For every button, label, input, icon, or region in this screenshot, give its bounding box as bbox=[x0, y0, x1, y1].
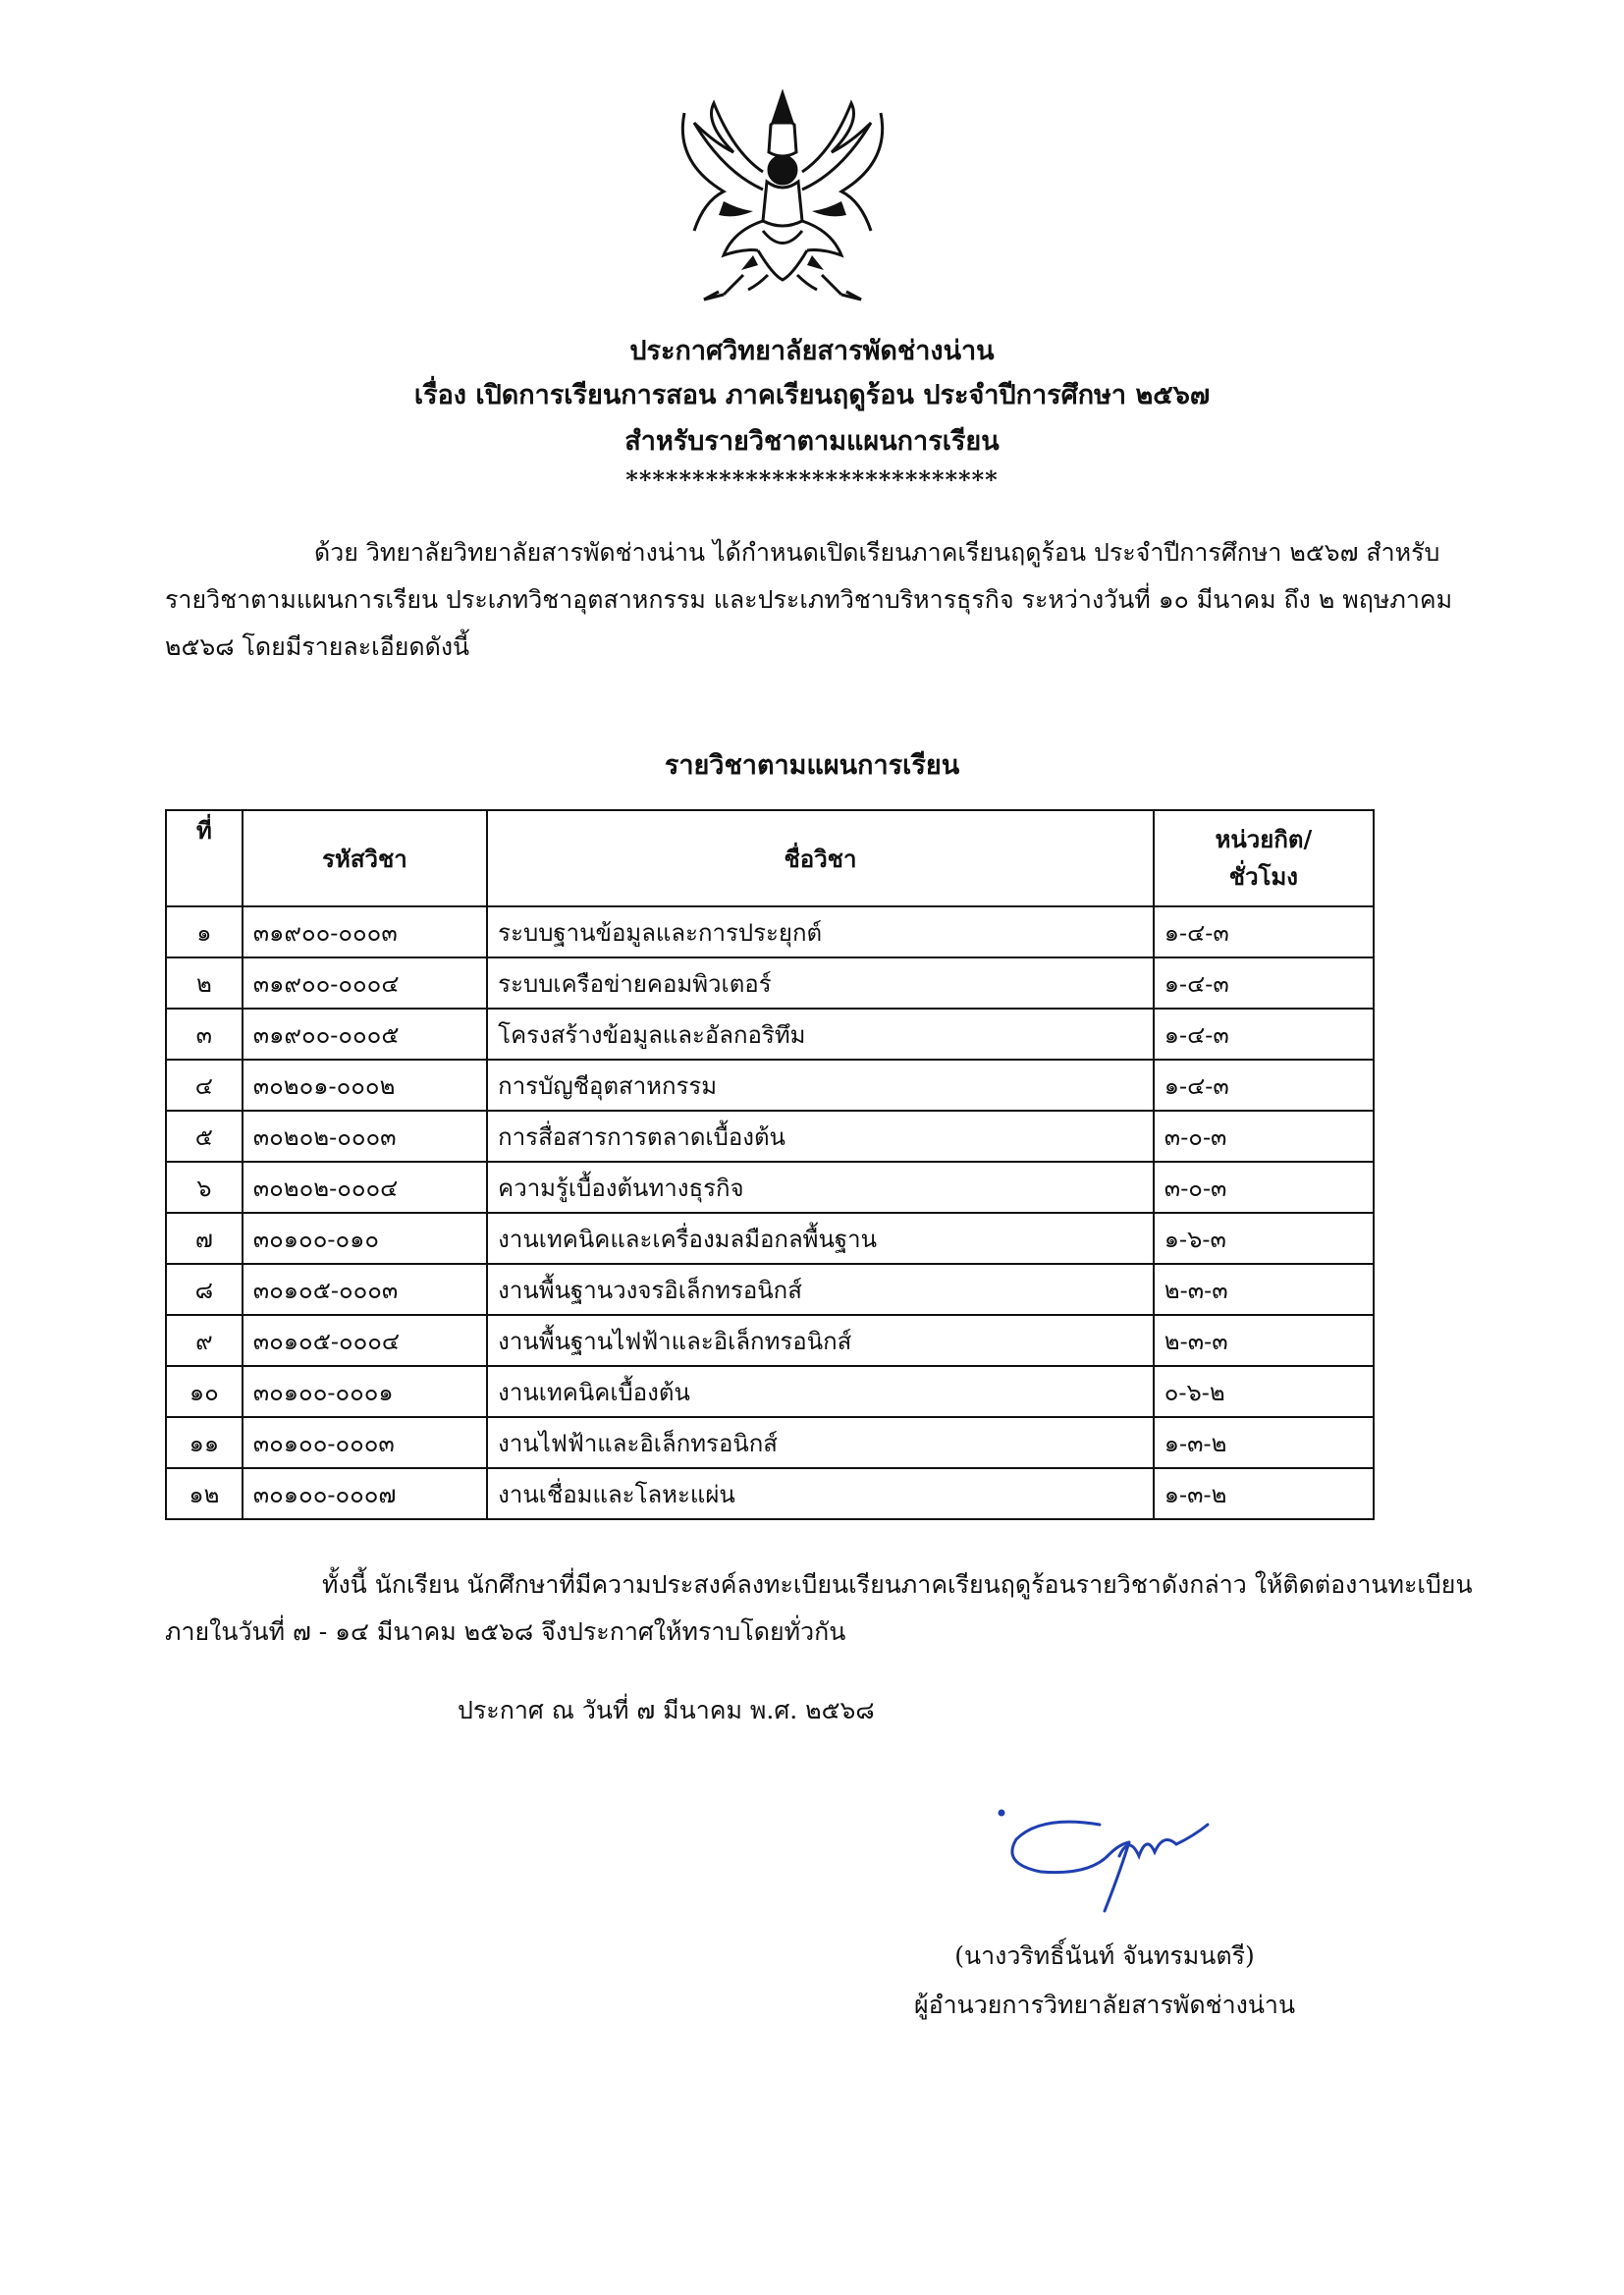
row-unit: ๑-๓-๒ bbox=[1154, 1417, 1374, 1468]
row-code: ๓๐๑๐๐-๐๐๐๑ bbox=[243, 1366, 487, 1417]
table-row bbox=[166, 1417, 1374, 1468]
row-code: ๓๐๑๐๐-๐๐๐๓ bbox=[243, 1417, 487, 1468]
row-unit: ๑-๔-๓ bbox=[1154, 906, 1374, 957]
garuda-emblem-icon bbox=[664, 83, 901, 309]
header-no: ที่ bbox=[166, 810, 243, 906]
row-unit: ๒-๓-๓ bbox=[1154, 1264, 1374, 1315]
signatory-name: (นางวริทธิ์นันท์ จันทรมนตรี) bbox=[954, 1941, 1255, 1970]
row-no: ๔ bbox=[166, 1060, 243, 1111]
row-no: ๖ bbox=[166, 1162, 243, 1213]
table-row bbox=[166, 957, 1374, 1009]
table-row bbox=[166, 1315, 1374, 1366]
row-no: ๒ bbox=[166, 957, 243, 1009]
closing-paragraph: ทั้งนี้ นักเรียน นักศึกษาที่มีความประสงค์ลงทะเบียนเรียนภาคเรียนฤดูร้อนรายวิชาดังกล่าว ให้ติดต่องานทะเบียนภายในวันที่ ๗ - ๑๔ มีนาคม ๒๕๖๘ จึงประกาศให้ทราบโดยทั่วกัน bbox=[165, 1570, 1473, 1646]
header-code: รหัสวิชา bbox=[243, 810, 487, 906]
row-name: ระบบเครือข่ายคอมพิวเตอร์ bbox=[487, 957, 1154, 1009]
row-unit: ๑-๔-๓ bbox=[1154, 957, 1374, 1009]
header-name: ชื่อวิชา bbox=[487, 810, 1154, 906]
course-table bbox=[165, 809, 1375, 1520]
row-code: ๓๐๒๐๒-๐๐๐๓ bbox=[243, 1111, 487, 1162]
row-no: ๑ bbox=[166, 906, 243, 957]
row-unit: ๐-๖-๒ bbox=[1154, 1366, 1374, 1417]
row-no: ๙ bbox=[166, 1315, 243, 1366]
row-code: ๓๐๑๐๐-๐๑๐ bbox=[243, 1213, 487, 1264]
row-name: งานพื้นฐานวงจรอิเล็กทรอนิกส์ bbox=[487, 1264, 1154, 1315]
row-name: การสื่อสารการตลาดเบื้องต้น bbox=[487, 1111, 1154, 1162]
row-unit: ๑-๔-๓ bbox=[1154, 1060, 1374, 1111]
announcement-title: ประกาศวิทยาลัยสารพัดช่างน่าน bbox=[629, 336, 995, 366]
intro-paragraph: ด้วย วิทยาลัยวิทยาลัยสารพัดช่างน่าน ได้กำหนดเปิดเรียนภาคเรียนฤดูร้อน ประจำปีการศึกษา ๒๕๖๗ สำหรับรายวิชาตามแผนการเรียน ประเภทวิชาอุตสาหกรรม และประเภทวิชาบริหารธุรกิจ ระหว่างวันที่ ๑๐ มีนาคม ถึง ๒ พฤษภาคม ๒๕๖๘ โดยมีรายละเอียดดังนี้ bbox=[165, 538, 1453, 661]
row-no: ๗ bbox=[166, 1213, 243, 1264]
row-unit: ๑-๓-๒ bbox=[1154, 1468, 1374, 1519]
row-code: ๓๐๑๐๕-๐๐๐๓ bbox=[243, 1264, 487, 1315]
header-unit bbox=[1154, 810, 1374, 906]
separator-line: **************************** bbox=[625, 465, 999, 494]
row-unit: ๑-๖-๓ bbox=[1154, 1213, 1374, 1264]
announcement-subtitle: สำหรับรายวิชาตามแผนการเรียน bbox=[624, 426, 1000, 457]
table-row bbox=[166, 1060, 1374, 1111]
row-code: ๓๑๙๐๐-๐๐๐๓ bbox=[243, 906, 487, 957]
table-title: รายวิชาตามแผนการเรียน bbox=[664, 750, 960, 781]
row-unit: ๓-๐-๓ bbox=[1154, 1111, 1374, 1162]
table-row bbox=[166, 1009, 1374, 1060]
row-name: งานเชื่อมและโลหะแผ่น bbox=[487, 1468, 1154, 1519]
row-name: งานเทคนิคและเครื่องมลมือกลพื้นฐาน bbox=[487, 1213, 1154, 1264]
signature-icon bbox=[982, 1795, 1227, 1923]
row-code: ๓๑๙๐๐-๐๐๐๕ bbox=[243, 1009, 487, 1060]
row-no: ๘ bbox=[166, 1264, 243, 1315]
row-name: งานพื้นฐานไฟฟ้าและอิเล็กทรอนิกส์ bbox=[487, 1315, 1154, 1366]
row-code: ๓๑๙๐๐-๐๐๐๔ bbox=[243, 957, 487, 1009]
row-unit: ๒-๓-๓ bbox=[1154, 1315, 1374, 1366]
row-no: ๑๐ bbox=[166, 1366, 243, 1417]
header-unit-line2: ชั่วโมง bbox=[1228, 862, 1298, 891]
row-no: ๑๒ bbox=[166, 1468, 243, 1519]
table-row bbox=[166, 1264, 1374, 1315]
table-row bbox=[166, 1366, 1374, 1417]
announcement-date: ประกาศ ณ วันที่ ๗ มีนาคม พ.ศ. ๒๕๖๘ bbox=[458, 1696, 875, 1724]
row-no: ๑๑ bbox=[166, 1417, 243, 1468]
table-row bbox=[166, 906, 1374, 957]
table-row bbox=[166, 1213, 1374, 1264]
row-unit: ๓-๐-๓ bbox=[1154, 1162, 1374, 1213]
row-name: ความรู้เบื้องต้นทางธุรกิจ bbox=[487, 1162, 1154, 1213]
announcement-subject: เรื่อง เปิดการเรียนการสอน ภาคเรียนฤดูร้อน ประจำปีการศึกษา ๒๕๖๗ bbox=[413, 380, 1211, 410]
row-code: ๓๐๒๐๒-๐๐๐๔ bbox=[243, 1162, 487, 1213]
row-name: งานเทคนิคเบื้องต้น bbox=[487, 1366, 1154, 1417]
table-row bbox=[166, 1111, 1374, 1162]
row-name: โครงสร้างข้อมูลและอัลกอริทึม bbox=[487, 1009, 1154, 1060]
row-code: ๓๐๑๐๐-๐๐๐๗ bbox=[243, 1468, 487, 1519]
row-name: การบัญชีอุตสาหกรรม bbox=[487, 1060, 1154, 1111]
row-code: ๓๐๑๐๕-๐๐๐๔ bbox=[243, 1315, 487, 1366]
table-header-row bbox=[166, 810, 1374, 906]
header-unit-line1: หน่วยกิต/ bbox=[1215, 825, 1313, 853]
row-no: ๓ bbox=[166, 1009, 243, 1060]
row-unit: ๑-๔-๓ bbox=[1154, 1009, 1374, 1060]
row-no: ๕ bbox=[166, 1111, 243, 1162]
row-code: ๓๐๒๐๑-๐๐๐๒ bbox=[243, 1060, 487, 1111]
signatory-position: ผู้อำนวยการวิทยาลัยสารพัดช่างน่าน bbox=[913, 1991, 1296, 2019]
row-name: งานไฟฟ้าและอิเล็กทรอนิกส์ bbox=[487, 1417, 1154, 1468]
table-row bbox=[166, 1468, 1374, 1519]
row-name: ระบบฐานข้อมูลและการประยุกต์ bbox=[487, 906, 1154, 957]
table-row bbox=[166, 1162, 1374, 1213]
